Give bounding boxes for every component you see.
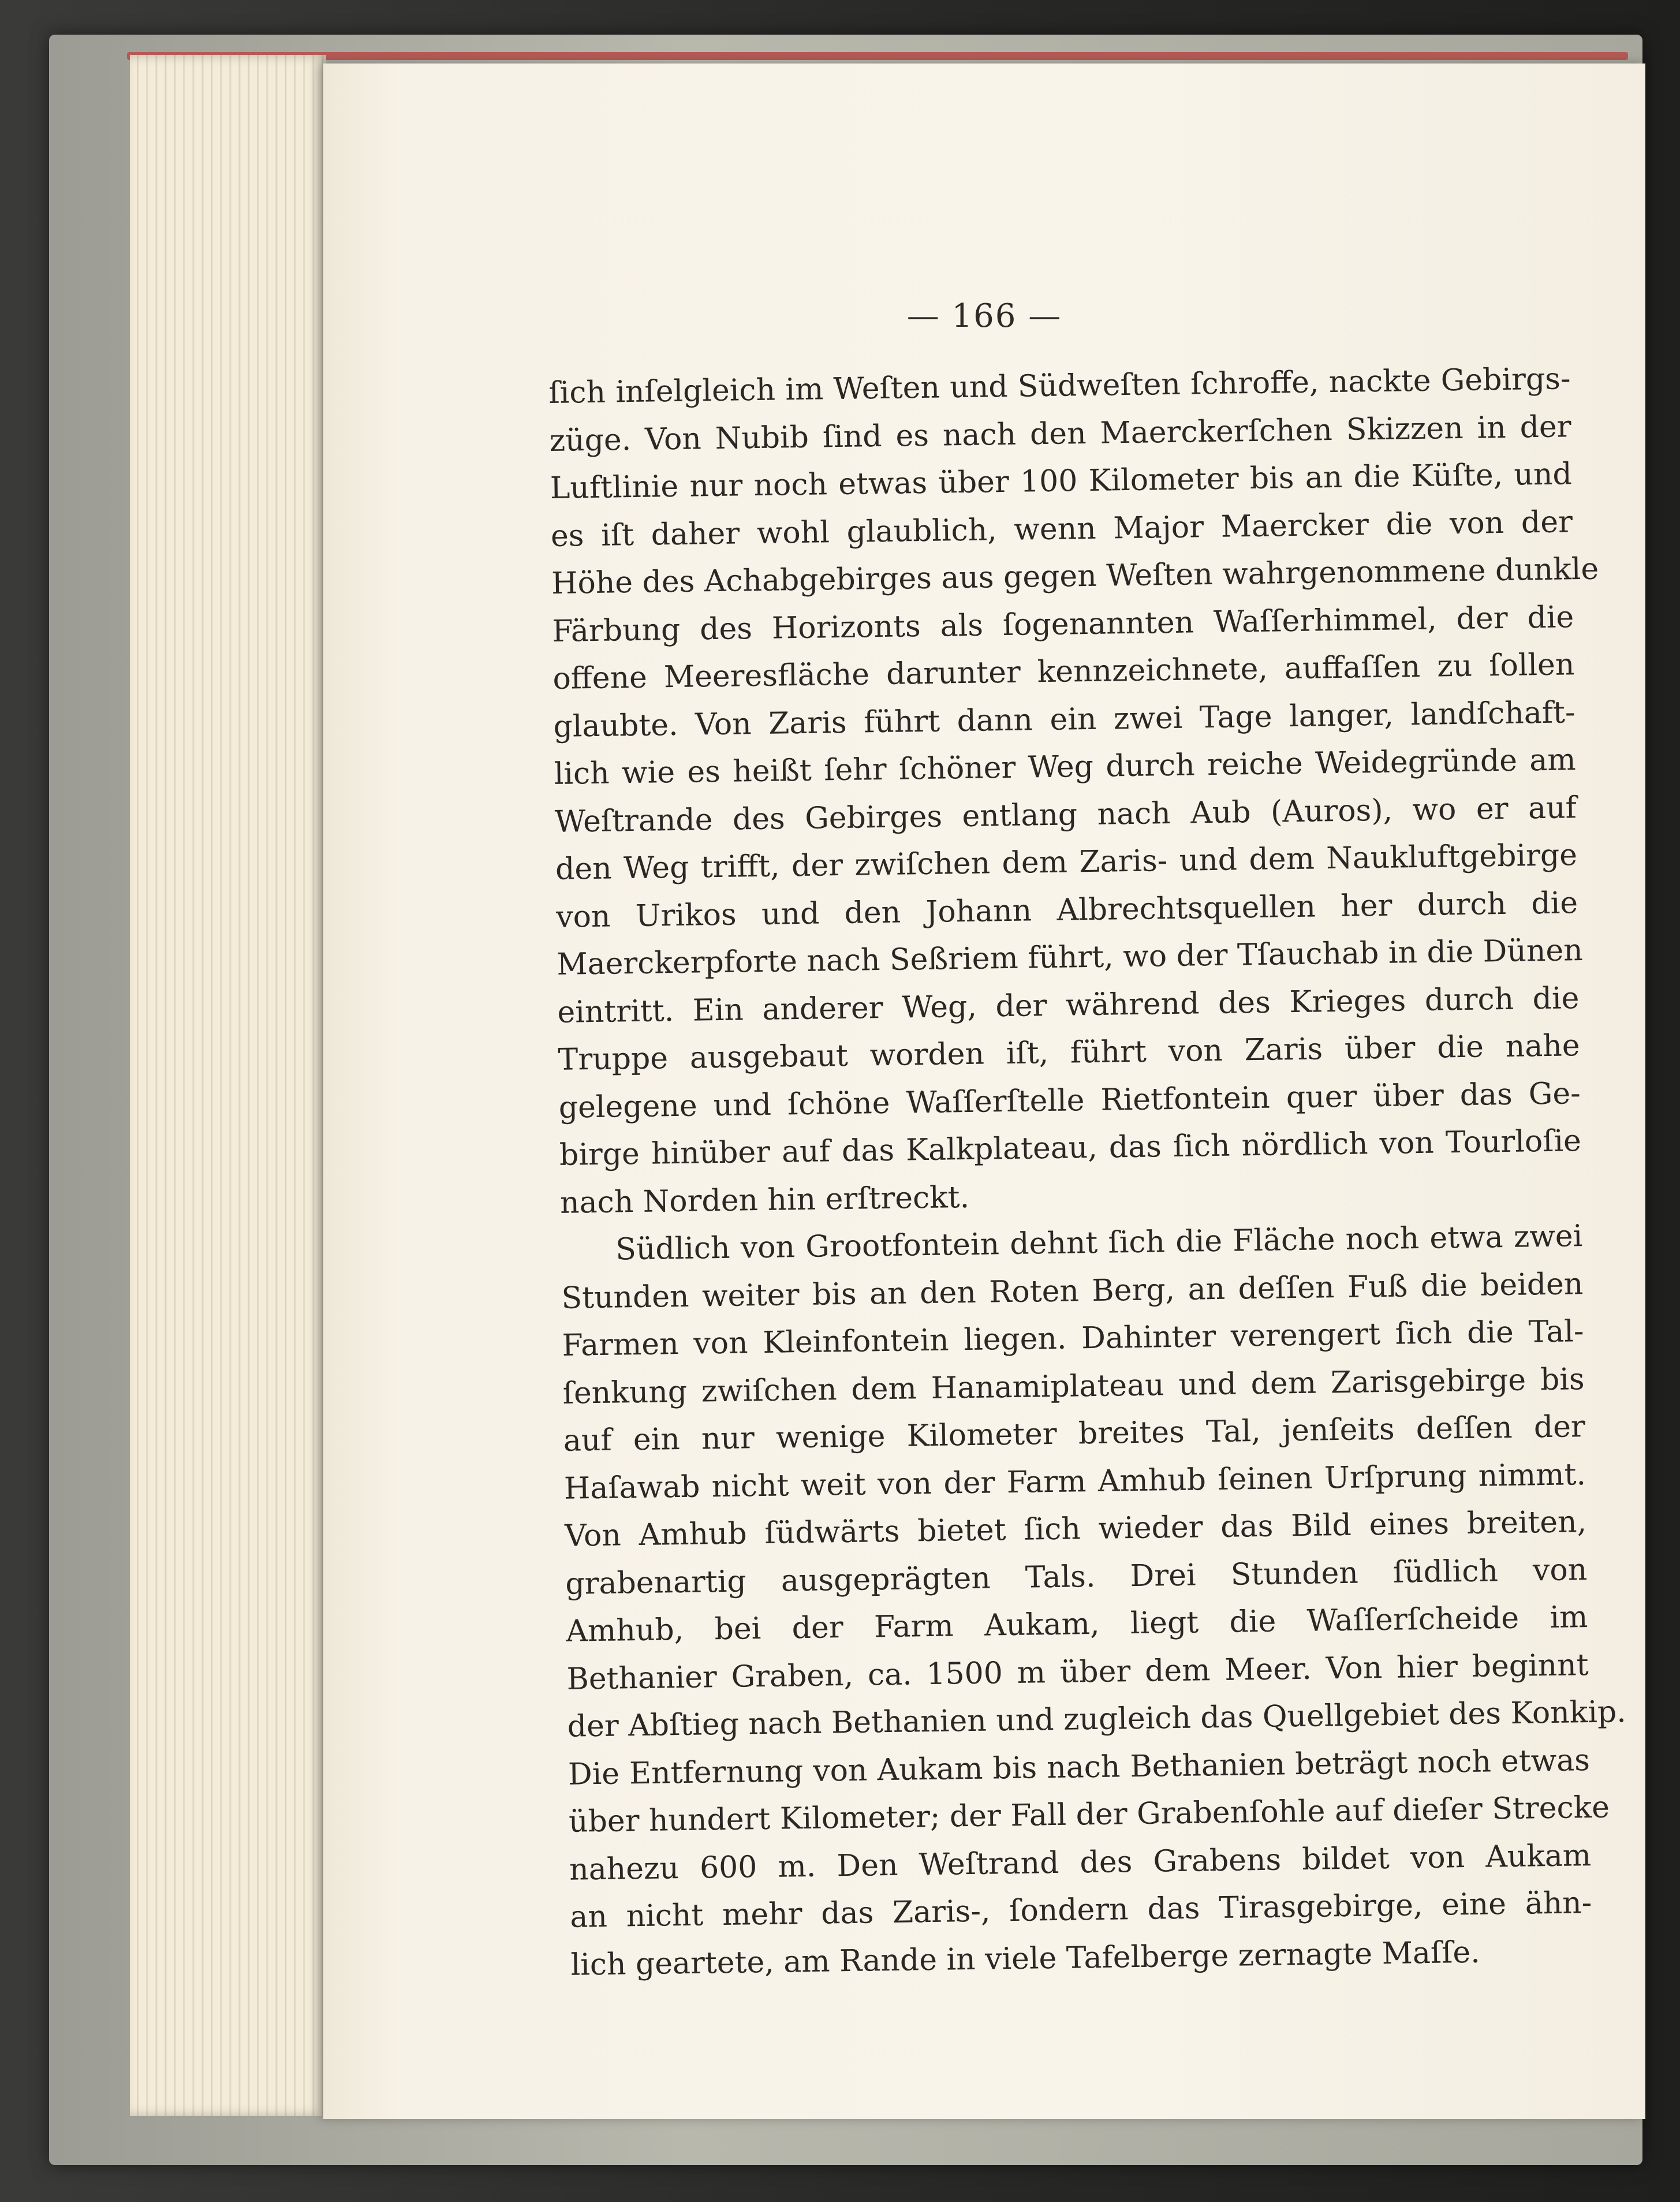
page-number: — 166 — — [906, 297, 1062, 335]
text-line: Truppe ausgebaut worden iſt, führt von Zaris über die nahe — [558, 1028, 1580, 1077]
text-line: den Weg trifft, der zwiſchen dem Zaris- und dem Naukluftgebirge — [555, 838, 1578, 887]
text-line: Von Amhub ſüdwärts bietet ſich wieder das Bild eines breiten, — [564, 1505, 1587, 1554]
text-line: birge hinüber auf das Kalkplateau, das ſich nördlich von Tourloſie — [559, 1124, 1582, 1173]
text-line: grabenartig ausgeprägten Tals. Drei Stunden ſüdlich von — [565, 1552, 1588, 1602]
text-line: Höhe des Achabgebirges aus gegen Weſten wahrgenommene dunkle — [551, 551, 1599, 601]
book-edge — [127, 52, 1628, 60]
text-line: lich geartete, am Rande in viele Tafelberge zernagte Maſſe. — [570, 1935, 1481, 1983]
text-line: auf ein nur wenige Kilometer breites Tal, jenſeits deſſen der — [563, 1409, 1586, 1458]
text-line: ſenkung zwiſchen dem Hanamiplateau und dem Zarisgebirge bis — [562, 1361, 1585, 1411]
text-line: Stunden weiter bis an den Roten Berg, an deſſen Fuß die beiden — [561, 1266, 1584, 1316]
text-line: Färbung des Horizonts als ſogenannten Waſſerhimmel, der die — [551, 599, 1574, 649]
text-line: Südlich von Grootfontein dehnt ſich die Fläche noch etwa zwei — [615, 1219, 1583, 1267]
text-line: Haſawab nicht weit von der Farm Amhub ſeinen Urſprung nimmt. — [563, 1457, 1586, 1506]
text-line: der Abſtieg nach Bethanien und zugleich das Quellgebiet des Konkip. — [567, 1695, 1627, 1744]
text-line: nach Norden hin erſtreckt. — [559, 1180, 970, 1221]
text-line: offene Meeresfläche darunter kennzeichnete, auffaſſen zu ſollen — [552, 647, 1575, 696]
text-line: Die Entfernung von Aukam bis nach Bethanien beträgt noch etwas — [568, 1742, 1591, 1792]
text-line: Farmen von Kleinfontein liegen. Dahinter verengert ſich die Tal- — [562, 1314, 1584, 1363]
book-page — [323, 64, 1645, 2119]
text-line: über hundert Kilometer; der Fall der Grabenſohle auf dieſer Strecke — [568, 1790, 1610, 1839]
text-line: glaubte. Von Zaris führt dann ein zwei Tage langer, landſchaft- — [553, 695, 1576, 744]
text-line: nahezu 600 m. Den Weſtrand des Grabens bildet von Aukam — [569, 1838, 1592, 1887]
text-line: eintritt. Ein anderer Weg, der während des Krieges durch die — [557, 980, 1580, 1030]
text-line: ſich inſelgleich im Weſten und Südweſten ſchroffe, nackte Gebirgs- — [548, 361, 1571, 410]
page-text — [548, 355, 1627, 1988]
text-line: gelegene und ſchöne Waſſerſtelle Rietfontein quer über das Ge- — [558, 1076, 1581, 1125]
page-edges — [130, 55, 326, 2116]
text-line: an nicht mehr das Zaris-, ſondern das Tirasgebirge, eine ähn- — [570, 1886, 1592, 1935]
text-line: Luftlinie nur noch etwas über 100 Kilometer bis an die Küſte, und — [550, 457, 1573, 506]
text-line: züge. Von Nubib ſind es nach den Maerckerſchen Skizzen in der — [549, 409, 1571, 458]
text-line: lich wie es heißt ſehr ſchöner Weg durch reiche Weidegründe am — [554, 742, 1577, 792]
text-line: Bethanier Graben, ca. 1500 m über dem Meer. Von hier beginnt — [566, 1647, 1589, 1697]
text-line: von Urikos und den Johann Albrechtsquellen her durch die — [555, 885, 1578, 935]
text-line: Weſtrande des Gebirges entlang nach Aub (Auros), wo er auf — [554, 790, 1577, 839]
text-line: Maerckerpforte nach Seßriem führt, wo der Tſauchab in die Dünen — [556, 933, 1584, 982]
text-line: Amhub, bei der Farm Aukam, liegt die Waſſerſcheide im — [566, 1600, 1588, 1649]
text-line: es iſt daher wohl glaublich, wenn Major Maercker die von der — [550, 504, 1573, 554]
